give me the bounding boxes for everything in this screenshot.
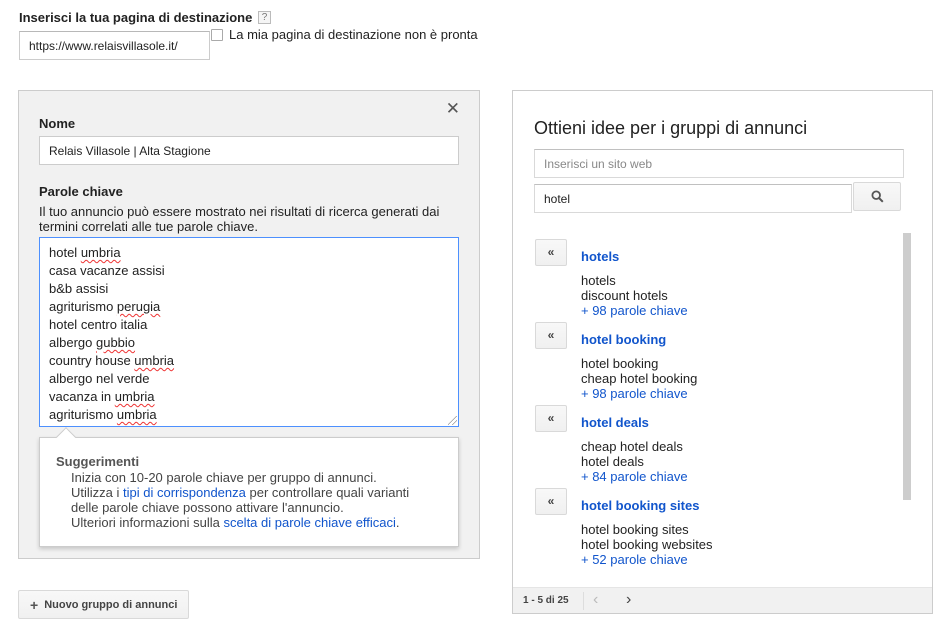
keyword-line: agriturismo umbria [49,407,157,422]
idea-keyword: cheap hotel deals [581,439,683,454]
match-types-link[interactable]: tipi di corrispondenza [123,485,246,500]
idea-group-title[interactable]: hotels [581,249,620,264]
idea-keyword: discount hotels [581,288,668,303]
suggestion-line: delle parole chiave possono attivare l'annuncio. [71,500,344,515]
idea-keyword: hotel booking [581,356,659,371]
close-icon[interactable]: ✕ [445,99,460,118]
idea-keyword: hotel booking websites [581,537,713,552]
idea-keyword: hotel booking sites [581,522,689,537]
idea-group [535,401,905,484]
suggestions-text [71,470,409,530]
ad-group-panel [18,90,480,559]
more-keywords-link[interactable]: + 84 parole chiave [581,469,688,484]
keyword-line: hotel umbria [49,245,121,260]
suggestions-pointer [56,427,76,447]
ideas-scrollbar[interactable] [903,233,911,500]
pager-range: 1 - 5 di 25 [523,595,569,606]
add-group-button[interactable]: « [535,239,567,266]
keyword-line: casa vacanze assisi [49,263,165,278]
name-label: Nome [39,116,76,131]
add-group-button[interactable]: « [535,488,567,515]
add-group-button[interactable]: « [535,322,567,349]
suggestion-line: Utilizza i tipi di corrispondenza per controllare quali varianti [71,485,410,500]
suggestions-box [39,437,459,547]
suggestions-title: Suggerimenti [56,454,140,469]
ad-group-name-input[interactable] [39,136,459,165]
keyword-search-input[interactable] [534,184,852,213]
idea-keyword: hotel deals [581,454,644,469]
keywords-label: Parole chiave [39,184,123,199]
idea-keyword: cheap hotel booking [581,371,698,386]
idea-keywords [581,273,688,318]
new-ad-group-button[interactable] [18,590,189,619]
add-group-button[interactable]: « [535,405,567,432]
keyword-line: country house umbria [49,353,175,368]
idea-group-title[interactable]: hotel booking sites [581,498,700,513]
not-ready-checkbox[interactable] [211,29,223,41]
keywords-description: Il tuo annuncio può essere mostrato nei risultati di ricerca generati dai termini correlati alle tue parole chiave. [39,204,440,234]
landing-url-input[interactable] [19,31,210,60]
suggestion-line: Inizia con 10-20 parole chiave per gruppo di annunci. [71,470,377,485]
website-input[interactable] [534,149,904,178]
ideas-list [513,229,913,589]
pager [513,587,932,613]
idea-keywords [581,439,688,484]
keyword-line: vacanza in umbria [49,389,155,404]
keyword-line: agriturismo perugia [49,299,161,314]
not-ready-label: La mia pagina di destinazione non è pronta [229,27,478,42]
keywords-textarea[interactable] [39,237,459,427]
idea-group [535,235,905,318]
resize-handle[interactable] [448,416,457,425]
idea-keywords [581,522,713,567]
ideas-title: Ottieni idee per i gruppi di annunci [534,118,808,138]
new-ad-group-label: Nuovo gruppo di annunci [44,598,178,611]
help-icon[interactable]: ? [258,11,271,24]
idea-keyword: hotels [581,273,616,288]
chevron-right-icon[interactable]: › [626,591,632,608]
landing-page-label: Inserisci la tua pagina di destinazione [19,10,253,25]
plus-icon: + [30,596,39,613]
idea-group-title[interactable]: hotel booking [581,332,667,347]
search-icon [871,190,884,203]
keyword-tips-link[interactable]: scelta di parole chiave efficaci [223,515,396,530]
keyword-line: albergo gubbio [49,335,136,350]
more-keywords-link[interactable]: + 98 parole chiave [581,386,688,401]
idea-group [535,318,905,401]
chevron-left-icon[interactable]: ‹ [593,591,599,608]
idea-group [535,484,905,567]
ideas-panel [512,90,933,614]
more-keywords-link[interactable]: + 52 parole chiave [581,552,688,567]
keyword-line: hotel centro italia [49,317,148,332]
suggestion-line: Ulteriori informazioni sulla scelta di parole chiave efficaci. [71,515,400,530]
search-button[interactable] [853,182,901,211]
keyword-line: albergo nel verde [49,371,150,386]
idea-group-title[interactable]: hotel deals [581,415,649,430]
more-keywords-link[interactable]: + 98 parole chiave [581,303,688,318]
keyword-line: b&b assisi [49,281,109,296]
pager-divider [583,592,584,610]
idea-keywords [581,356,697,401]
